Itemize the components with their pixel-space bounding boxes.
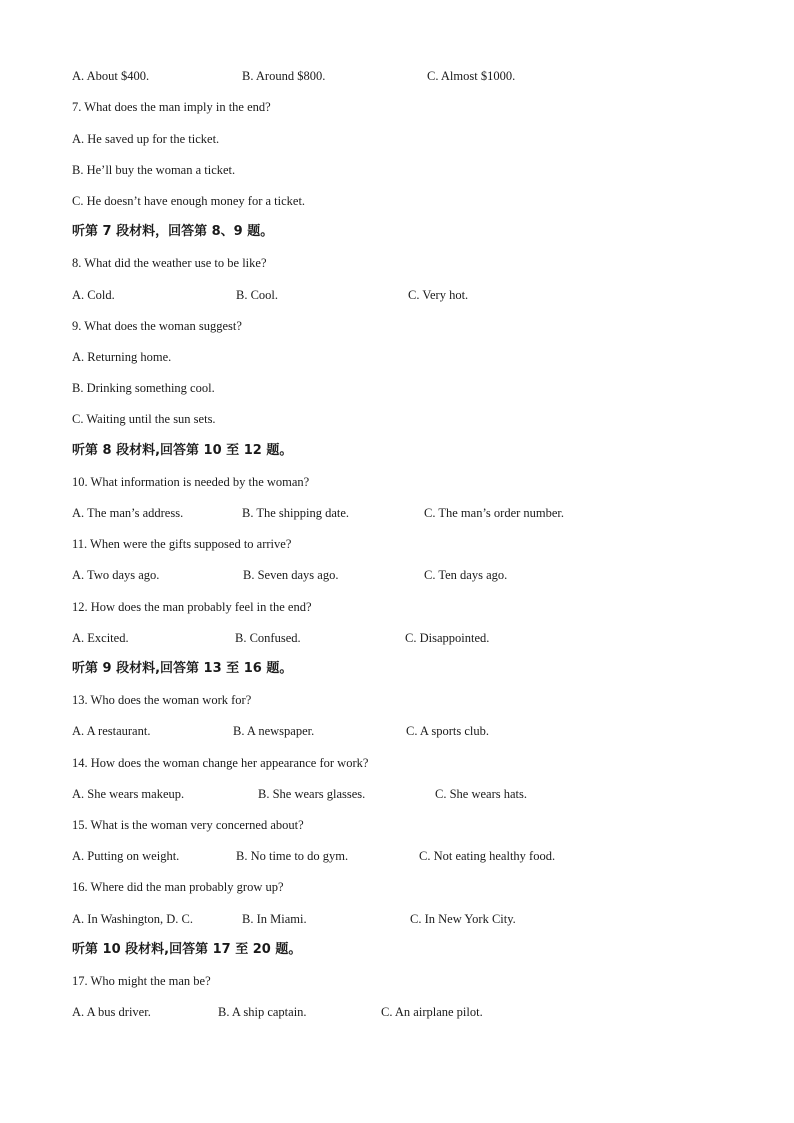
question-14: 14. How does the woman change her appearance for work? [72,756,369,770]
option-line: C. He doesn’t have enough money for a ticket. [72,194,306,208]
option-c: C. Almost $1000. [427,69,516,83]
option-b: B. The shipping date. [242,506,350,520]
question-17: 17. Who might the man be? [72,974,211,988]
question-16: 16. Where did the man probably grow up? [72,880,284,894]
option-c: C. A sports club. [406,724,489,738]
option-b: B. Around $800. [242,69,326,83]
option-b: B. Confused. [235,631,301,645]
option-c: C. The man’s order number. [424,506,565,520]
option-line: B. He’ll buy the woman a ticket. [72,163,236,177]
option-a: A. Cold. [72,288,115,302]
option-b: B. She wears glasses. [258,787,366,801]
question-9: 9. What does the woman suggest? [72,319,242,333]
section-heading: 听第 10 段材料,回答第 17 至 20 题。 [72,942,302,957]
section-heading: 听第 7 段材料，回答第 8、9 题。 [72,224,274,239]
option-a: A. A restaurant. [72,724,151,738]
option-c: C. She wears hats. [435,787,527,801]
question-7: 7. What does the man imply in the end? [72,100,271,114]
section-heading: 听第 9 段材料,回答第 13 至 16 题。 [72,661,293,676]
option-a: A. The man’s address. [72,506,184,520]
question-13: 13. Who does the woman work for? [72,693,252,707]
option-a: A. Excited. [72,631,129,645]
option-b: B. No time to do gym. [236,849,349,863]
option-c: C. In New York City. [410,912,516,926]
option-a: A. She wears makeup. [72,787,185,801]
option-c: C. Not eating healthy food. [419,849,556,863]
option-a: A. A bus driver. [72,1005,151,1019]
option-line: C. Waiting until the sun sets. [72,412,216,426]
option-c: C. An airplane pilot. [381,1005,483,1019]
question-15: 15. What is the woman very concerned about? [72,818,304,832]
option-c: C. Very hot. [408,288,469,302]
option-a: A. Two days ago. [72,568,160,582]
option-b: B. Seven days ago. [243,568,339,582]
option-a: A. Putting on weight. [72,849,180,863]
question-10: 10. What information is needed by the woman? [72,475,310,489]
question-12: 12. How does the man probably feel in the end? [72,600,312,614]
option-a: A. In Washington, D. C. [72,912,193,926]
question-11: 11. When were the gifts supposed to arrive? [72,537,292,551]
option-line: A. Returning home. [72,350,172,364]
option-c: C. Ten days ago. [424,568,508,582]
option-b: B. A newspaper. [233,724,315,738]
option-line: B. Drinking something cool. [72,381,215,395]
option-line: A. He saved up for the ticket. [72,132,220,146]
section-heading: 听第 8 段材料,回答第 10 至 12 题。 [72,443,293,458]
option-b: B. A ship captain. [218,1005,307,1019]
option-b: B. In Miami. [242,912,307,926]
option-b: B. Cool. [236,288,279,302]
option-a: A. About $400. [72,69,150,83]
question-8: 8. What did the weather use to be like? [72,256,267,270]
option-c: C. Disappointed. [405,631,490,645]
